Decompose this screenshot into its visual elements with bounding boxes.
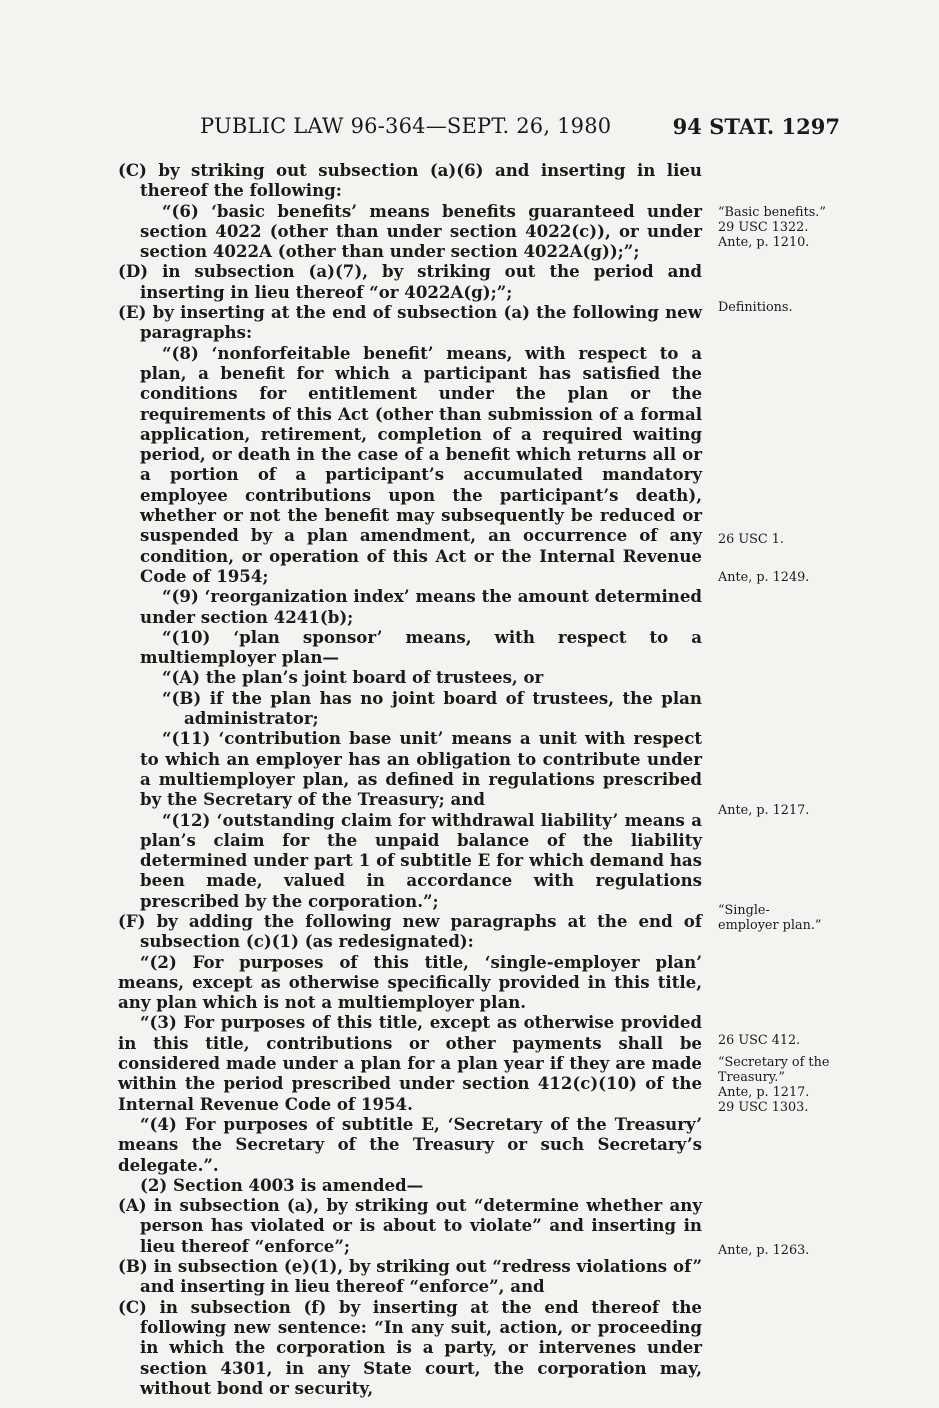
margin-note-ante-1249: Ante, p. 1249. [718,570,810,585]
margin-note-ante-1263: Ante, p. 1263. [718,1243,810,1258]
para-c: (C) by striking out subsection (a)(6) and inserting in lieu thereof the following: [118,160,702,201]
margin-note-definitions: Definitions. [718,300,793,315]
para-12-withdrawal: “(12) ‘outstanding claim for withdrawal liability’ means a plan’s claim for the unpaid balance of the liability determined under part 1 of subtitle E for which demand has been made, valued in accordance with regulations prescribed by the corporation.”; [140,809,702,911]
para-10a: “(A) the plan’s joint board of trustees, or [162,667,544,688]
para-4003-c: (C) in subsection (f) by inserting at the end thereof the following new sentence: “In any suit, action, or proceeding in which the corporation is a party, or intervenes under section 4301, in any State court, the corporation may, without bond or security, [118,1296,702,1398]
para-2-single-employer: “(2) For purposes of this title, ‘single-employer plan’ means, except as otherwise specifically provided in this title, any plan which is not a multiemployer plan. [118,951,702,1013]
statute-page-number: 94 STAT. 1297 [672,114,840,139]
margin-note-single-employer: “Single-employer plan.” [718,903,822,933]
para-3-contributions: “(3) For purposes of this title, except as otherwise provided in this title, contributions or other payments shall be considered made under a plan for a plan year if they are made within the period prescribed under section 412(c)(10) of the Internal Revenue Code of 1954. [118,1012,702,1114]
margin-note-citation: 29 USC 1322. [718,220,809,235]
margin-note-ante-1217: Ante, p. 1217. [718,803,810,818]
para-section-4003: (2) Section 4003 is amended— [140,1174,424,1195]
margin-note-citation: 29 USC 1303. [718,1100,809,1115]
margin-note-text: “Basic benefits.” [718,205,826,220]
margin-note-citation: Ante, p. 1217. [718,1085,810,1100]
para-9-reorganization: “(9) ‘reorganization index’ means the amount determined under section 4241(b); [140,586,702,627]
para-f: (F) by adding the following new paragraphs at the end of subsection (c)(1) (as redesignated): [118,910,702,952]
running-head-title: PUBLIC LAW 96-364—SEPT. 26, 1980 [200,114,612,138]
para-11-contribution: “(11) ‘contribution base unit’ means a unit with respect to which an employer has an obligation to contribute under a multiemployer plan, as defined in regulations prescribed by the Secretary of the Treasury; and [140,728,702,810]
para-8-nonforfeitable: “(8) ‘nonforfeitable benefit’ means, with respect to a plan, a benefit for which a participant has satisfied the conditions for entitlement under the plan or the requirements of this Act (other than submission of a formal application, retirement, completion of a required waiting period, or death in the case of a benefit which returns all or a portion of a participant’s accumulated mandatory employee contributions upon the participant’s death), whether or not the benefit may subsequently be reduced or suspended by a plan amendment, an occurrence of any condition, or operation of this Act or the Internal Revenue Code of 1954; [140,342,702,586]
para-d: (D) in subsection (a)(7), by striking out the period and inserting in lieu thereof “or 4022A(g);”; [118,261,702,302]
margin-note-secretary [718,1055,848,1115]
para-e: (E) by inserting at the end of subsection (a) the following new paragraphs: [118,302,702,343]
para-4003-b: (B) in subsection (e)(1), by striking out “redress violations of” and inserting in lieu thereof “enforce”, and [118,1256,702,1297]
para-4-secretary: “(4) For purposes of subtitle E, ‘Secretary of the Treasury’ means the Secretary of the Treasury or such Secretary’s delegate.”. [118,1113,702,1175]
para-4003-a: (A) in subsection (a), by striking out “determine whether any person has violated or is about to violate” and inserting in lieu thereof “enforce”; [118,1195,702,1256]
margin-note-26usc1: 26 USC 1. [718,532,784,547]
page-header [200,114,840,144]
margin-note-basic-benefits [718,205,848,250]
margin-note-citation: Ante, p. 1210. [718,235,810,250]
margin-note-26usc412: 26 USC 412. [718,1033,801,1048]
para-6-basic-benefits: “(6) ‘basic benefits’ means benefits guaranteed under section 4022 (other than under section 4022(c)), or under section 4022A (other than under section 4022A(g));”; [140,200,702,262]
para-10b: “(B) if the plan has no joint board of trustees, the plan administrator; [162,687,702,729]
para-10-plan-sponsor: “(10) ‘plan sponsor’ means, with respect to a multiemployer plan— [140,626,702,668]
margin-note-text: “Secretary of the Treasury.” [718,1055,830,1085]
statute-body [118,160,702,1398]
